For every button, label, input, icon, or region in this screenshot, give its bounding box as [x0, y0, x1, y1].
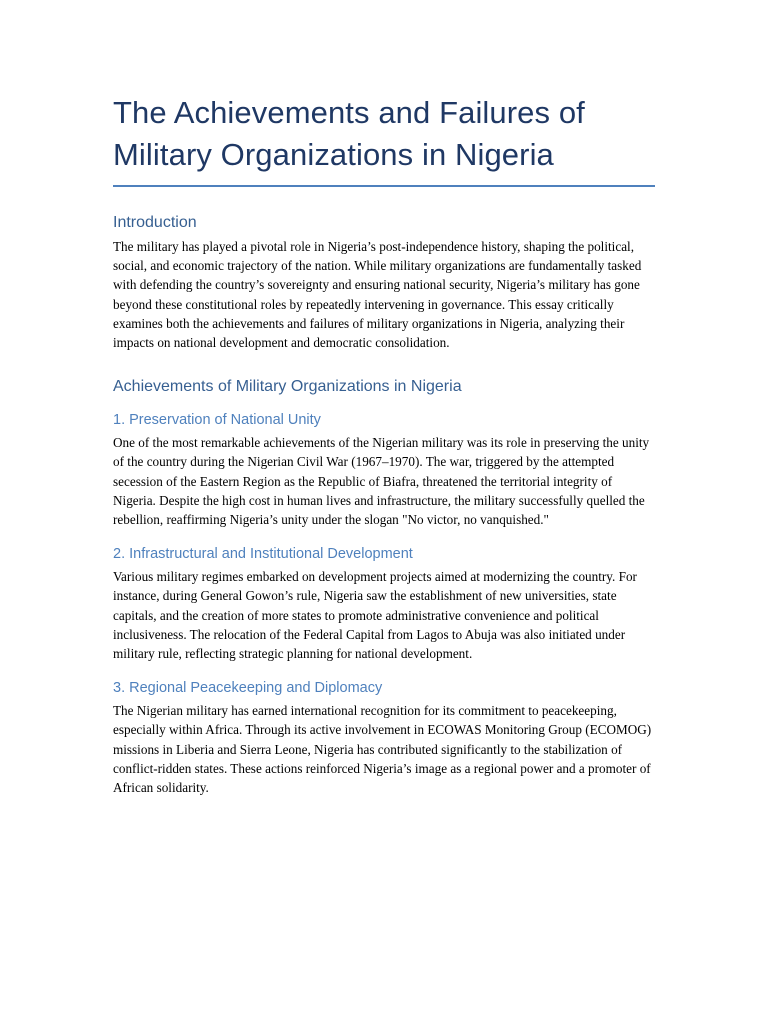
- section-peacekeeping-diplomacy: [113, 679, 655, 797]
- document-title: The Achievements and Failures of Military Organizations in Nigeria: [113, 92, 655, 187]
- section-national-unity: [113, 411, 655, 529]
- section-paragraph: One of the most remarkable achievements of the Nigerian military was its role in preserving the unity of the country during the Nigerian Civil War (1967–1970). The war, triggered by the attempted secession of the Eastern Region as the Republic of Biafra, threatened the territorial integrity of Nigeria. Despite the high cost in human lives and infrastructure, the military successfully quelled the rebellion, reaffirming Nigeria’s unity under the slogan "No victor, no vanquished.": [113, 435, 650, 528]
- achievements-heading: Achievements of Military Organizations in Nigeria: [113, 378, 462, 396]
- section-heading: 1. Preservation of National Unity: [113, 412, 321, 429]
- document-page: [113, 92, 655, 797]
- section-paragraph: The Nigerian military has earned international recognition for its commitment to peacekeeping, especially within Africa. Through its active involvement in ECOWAS Monitoring Group (ECOMOG) missions in Liberia and Sierra Leone, Nigeria has contributed significantly to the stabilization of conflict-ridden states. These actions reinforced Nigeria’s image as a regional power and a promoter of African solidarity.: [113, 703, 652, 796]
- section-infrastructure-development: [113, 545, 655, 663]
- section-paragraph: Various military regimes embarked on development projects aimed at modernizing the country. For instance, during General Gowon’s rule, Nigeria saw the establishment of new universities, state capitals, and the creation of more states to promote administrative convenience and political inclusiveness. The relocation of the Federal Capital from Lagos to Abuja was also initiated under military rule, reflecting strategic planning for national development.: [113, 569, 637, 662]
- section-heading: 3. Regional Peacekeeping and Diplomacy: [113, 680, 383, 697]
- introduction-heading: Introduction: [113, 214, 197, 231]
- introduction-paragraph: The military has played a pivotal role in Nigeria’s post-independence history, shaping the political, social, and economic trajectory of the nation. While military organizations are fundamentally tasked with defending the country’s sovereignty and ensuring national security, Nigeria’s military has gone beyond these constitutional roles by repeatedly intervening in governance. This essay critically examines both the achievements and failures of military organizations in Nigeria, analyzing their impacts on national development and democratic consolidation.: [113, 239, 642, 351]
- section-heading: 2. Infrastructural and Institutional Development: [113, 546, 413, 563]
